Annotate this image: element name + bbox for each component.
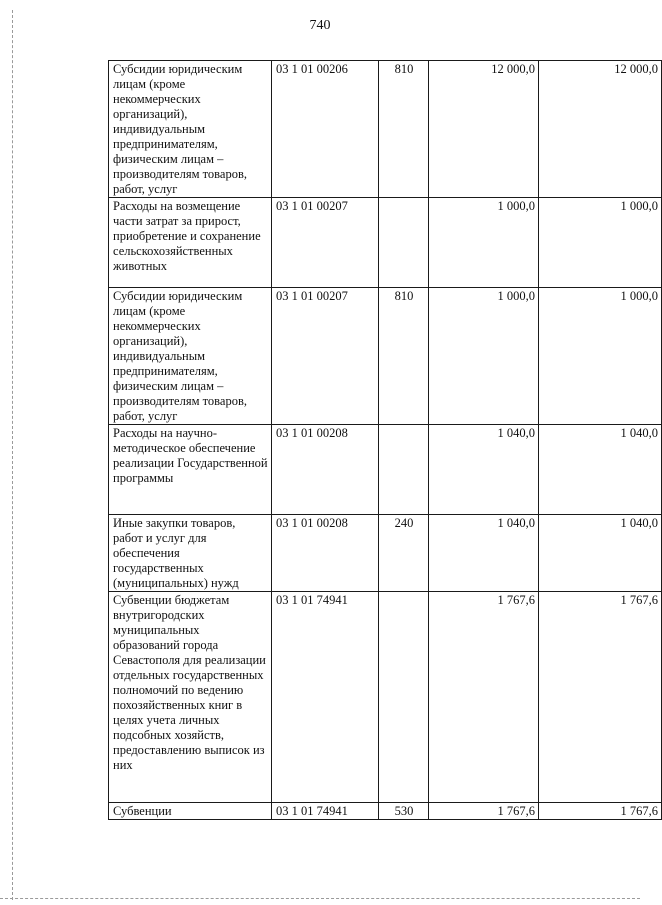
expense-name-cell: Субсидии юридическим лицам (кроме некоммерческих организаций), индивидуальным предпринимателям, физическим лицам – производителям товаров, работ, услуг [109, 61, 272, 198]
amount-cell: 1 000,0 [539, 288, 662, 425]
expense-type-cell [379, 592, 429, 803]
expense-type-cell [379, 425, 429, 515]
amount-cell: 1 767,6 [429, 803, 539, 820]
expense-type-cell: 530 [379, 803, 429, 820]
page-number: 740 [309, 18, 331, 33]
amount-cell: 1 767,6 [539, 803, 662, 820]
amount-cell: 1 000,0 [539, 198, 662, 288]
expense-name-cell: Расходы на научно-методическое обеспечение реализации Государственной программы [109, 425, 272, 515]
target-code-cell: 03 1 01 00206 [272, 61, 379, 198]
expense-name-cell: Иные закупки товаров, работ и услуг для обеспечения государственных (муниципальных) нужд [109, 515, 272, 592]
expense-type-cell: 810 [379, 288, 429, 425]
expense-name-cell: Субвенции [109, 803, 272, 820]
table-row [109, 61, 662, 198]
table-row [109, 198, 662, 288]
target-code-cell: 03 1 01 00207 [272, 288, 379, 425]
expense-name-cell: Субсидии юридическим лицам (кроме некоммерческих организаций), индивидуальным предпринимателям, физическим лицам – производителям товаров, работ, услуг [109, 288, 272, 425]
expense-type-cell [379, 198, 429, 288]
target-code-cell: 03 1 01 74941 [272, 592, 379, 803]
table-row [109, 288, 662, 425]
expense-type-cell: 810 [379, 61, 429, 198]
table-row [109, 425, 662, 515]
budget-table [108, 60, 662, 820]
target-code-cell: 03 1 01 00208 [272, 425, 379, 515]
amount-cell: 1 000,0 [429, 198, 539, 288]
amount-cell: 12 000,0 [429, 61, 539, 198]
amount-cell: 1 040,0 [429, 425, 539, 515]
amount-cell: 12 000,0 [539, 61, 662, 198]
expense-name-cell: Расходы на возмещение части затрат за прирост, приобретение и сохранение сельскохозяйственных животных [109, 198, 272, 288]
amount-cell: 1 040,0 [539, 425, 662, 515]
amount-cell: 1 040,0 [429, 515, 539, 592]
expense-type-cell: 240 [379, 515, 429, 592]
scan-left-edge [12, 10, 13, 900]
target-code-cell: 03 1 01 74941 [272, 803, 379, 820]
amount-cell: 1 767,6 [539, 592, 662, 803]
table-row [109, 803, 662, 820]
amount-cell: 1 767,6 [429, 592, 539, 803]
scan-bottom-edge [0, 898, 640, 899]
target-code-cell: 03 1 01 00208 [272, 515, 379, 592]
table-row [109, 515, 662, 592]
target-code-cell: 03 1 01 00207 [272, 198, 379, 288]
amount-cell: 1 040,0 [539, 515, 662, 592]
amount-cell: 1 000,0 [429, 288, 539, 425]
expense-name-cell: Субвенции бюджетам внутригородских муниципальных образований города Севастополя для реализации отдельных государственных полномочий по ведению похозяйственных книг в целях учета личных подсобных хозяйств, предоставлению выписок из них [109, 592, 272, 803]
table-row [109, 592, 662, 803]
